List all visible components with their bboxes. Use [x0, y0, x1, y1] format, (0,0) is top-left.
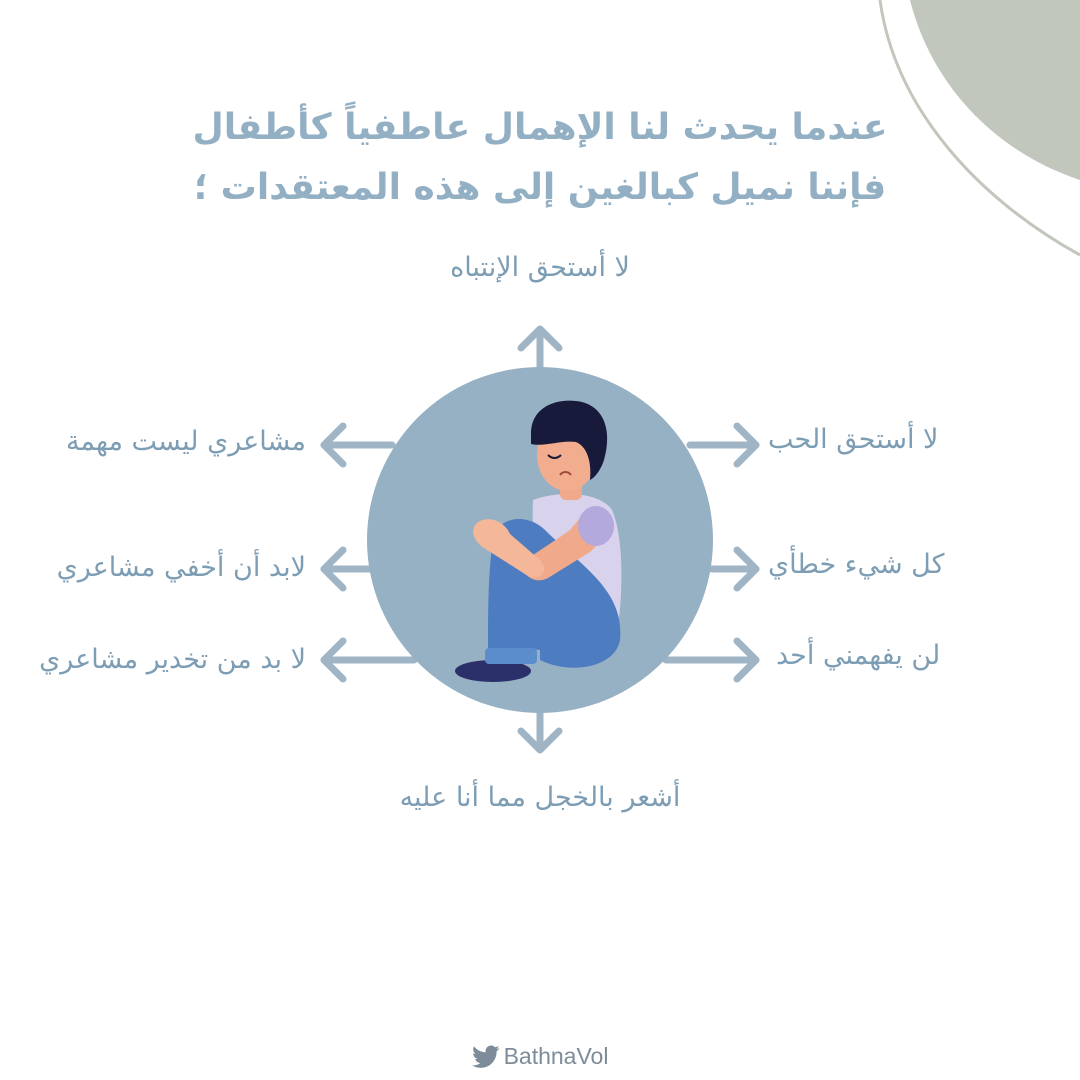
footer-handle: BathnaVol: [503, 1043, 609, 1069]
arrow-right-3: [666, 641, 756, 679]
arrow-right-2: [712, 550, 756, 588]
child-cuff: [485, 648, 537, 664]
arrow-down: [521, 712, 559, 750]
twitter-bird-icon: [472, 1045, 500, 1069]
footer: [0, 1043, 1080, 1070]
arrow-left-2: [324, 550, 370, 588]
belief-left-2: لابد أن أخفي مشاعري: [56, 552, 306, 583]
arrow-left-1: [324, 426, 392, 464]
belief-left-1: مشاعري ليست مهمة: [65, 426, 306, 457]
belief-bottom: أشعر بالخجل مما أنا عليه: [399, 782, 681, 813]
arrow-left-3: [324, 641, 414, 679]
child-sleeve: [578, 506, 614, 546]
title-line-1: عندما يحدث لنا الإهمال عاطفياً كأطفال: [192, 107, 888, 148]
arrow-up: [521, 329, 559, 368]
belief-left-3: لا بد من تخدير مشاعري: [39, 644, 306, 675]
belief-right-1: لا أستحق الحب: [768, 424, 939, 455]
arrow-right-1: [690, 426, 756, 464]
belief-right-2: كل شيء خطأي: [768, 549, 945, 580]
title-line-2: فإننا نميل كبالغين إلى هذه المعتقدات ؛: [193, 167, 887, 208]
belief-right-3: لن يفهمني أحد: [776, 640, 941, 671]
belief-top: لا أستحق الإنتباه: [450, 252, 630, 283]
